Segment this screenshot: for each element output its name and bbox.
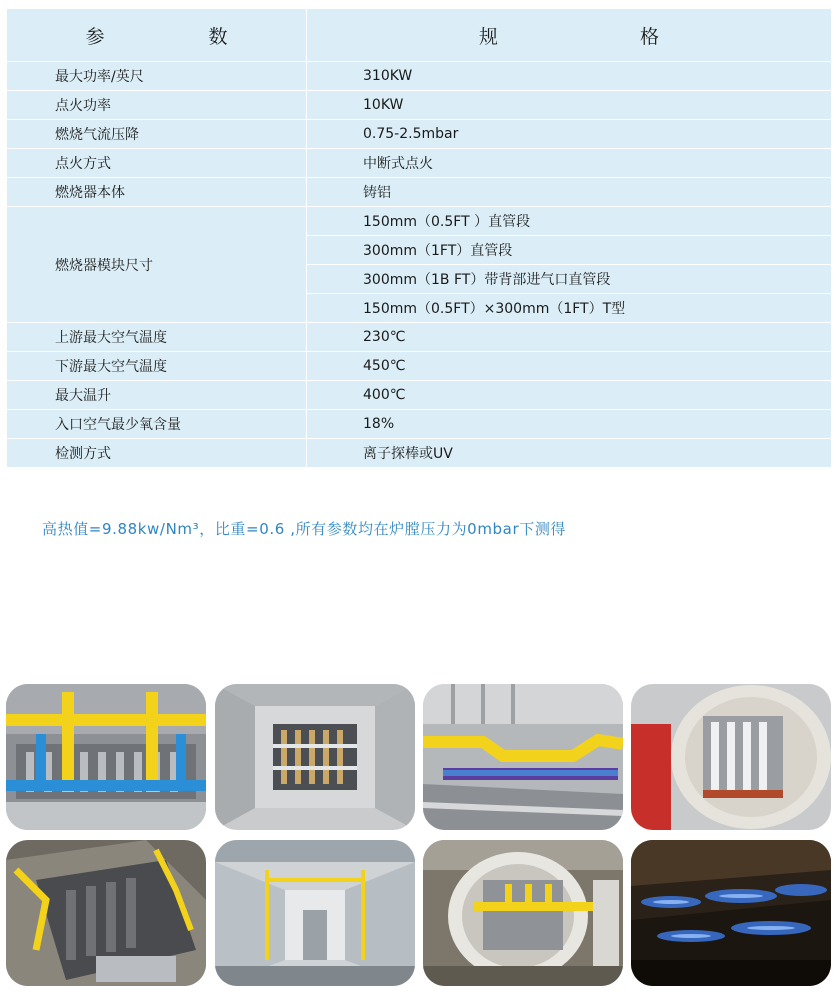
table-row [7, 352, 832, 381]
duct-with-pipes-photo [423, 840, 623, 986]
param-cell: 上游最大空气温度 [7, 323, 307, 352]
assembly-photo [6, 840, 206, 986]
factory-hall-photo [215, 840, 415, 986]
table-row [7, 120, 832, 149]
table-row [7, 323, 832, 352]
value-cell: 10KW [307, 91, 832, 120]
value-cell: 300mm（1FT）直管段 [307, 236, 832, 265]
duct-burner-photo [631, 684, 831, 830]
table-row [7, 62, 832, 91]
table-row [7, 91, 832, 120]
param-cell: 点火功率 [7, 91, 307, 120]
header-spec [307, 9, 832, 62]
header-spec-char-1: 规 [479, 25, 499, 48]
spec-table [6, 8, 832, 468]
value-cell: 310KW [307, 62, 832, 91]
gas-pipe-flame-photo [423, 684, 623, 830]
blue-flame-photo [631, 840, 831, 986]
param-cell: 燃烧器本体 [7, 178, 307, 207]
param-cell-module-size: 燃烧器模块尺寸 [7, 207, 307, 323]
table-row [7, 178, 832, 207]
value-cell: 18% [307, 410, 832, 439]
table-header-row [7, 9, 832, 62]
burner-frame-photo [6, 684, 206, 830]
value-cell: 150mm（0.5FT）×300mm（1FT）T型 [307, 294, 832, 323]
value-cell: 0.75-2.5mbar [307, 120, 832, 149]
param-cell: 燃烧气流压降 [7, 120, 307, 149]
furnace-opening-photo [215, 684, 415, 830]
header-param-char-2: 数 [208, 25, 228, 48]
table-row [7, 410, 832, 439]
table-row [7, 381, 832, 410]
param-cell: 点火方式 [7, 149, 307, 178]
value-cell: 400℃ [307, 381, 832, 410]
value-cell: 230℃ [307, 323, 832, 352]
value-cell: 450℃ [307, 352, 832, 381]
param-cell: 下游最大空气温度 [7, 352, 307, 381]
header-param [7, 9, 307, 62]
param-cell: 最大温升 [7, 381, 307, 410]
footnote: 高热值=9.88kw/Nm³，比重=0.6 ,所有参数均在炉膛压力为0mbar下测得 [42, 520, 567, 538]
header-spec-char-2: 格 [639, 25, 659, 48]
param-cell: 最大功率/英尺 [7, 62, 307, 91]
value-cell: 铸铝 [307, 178, 832, 207]
header-param-char-1: 参 [85, 25, 105, 48]
table-row [7, 149, 832, 178]
value-cell: 离子探棒或UV [307, 439, 832, 468]
param-cell: 入口空气最少氧含量 [7, 410, 307, 439]
value-cell: 150mm（0.5FT ）直管段 [307, 207, 832, 236]
param-cell: 检测方式 [7, 439, 307, 468]
table-row [7, 439, 832, 468]
value-cell: 中断式点火 [307, 149, 832, 178]
table-row [7, 207, 832, 236]
value-cell: 300mm（1B FT）带背部进气口直管段 [307, 265, 832, 294]
